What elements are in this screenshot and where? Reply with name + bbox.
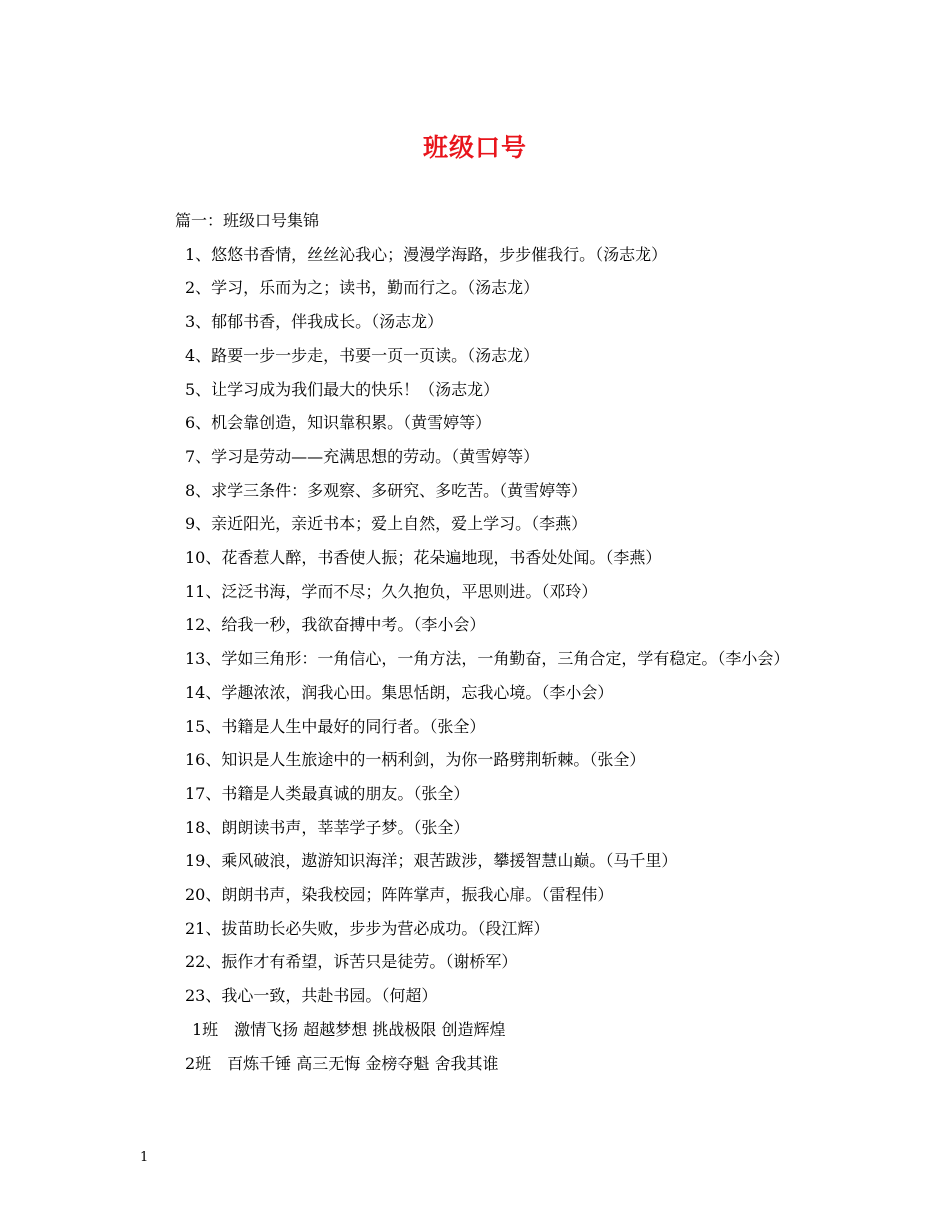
- slogan-item: 2、学习，乐而为之；读书，勤而行之。（汤志龙）: [185, 278, 540, 298]
- slogan-item: 15、书籍是人生中最好的同行者。（张全）: [185, 716, 486, 736]
- slogan-item: 20、朗朗书声，染我校园；阵阵掌声，振我心扉。（雷程伟）: [185, 885, 614, 905]
- slogan-item: 9、亲近阳光，亲近书本；爱上自然，爱上学习。（李燕）: [185, 514, 588, 534]
- slogan-item: 4、路要一步一步走，书要一页一页读。（汤志龙）: [185, 345, 540, 365]
- slogan-item: 14、学趣浓浓，润我心田。集思恬朗，忘我心境。（李小会）: [185, 682, 614, 702]
- slogan-item: 22、振作才有希望，诉苦只是徒劳。（谢桥军）: [185, 952, 518, 972]
- slogan-item: 18、朗朗读书声，莘莘学子梦。（张全）: [185, 817, 470, 837]
- class-slogan-2: 2班 百炼千锤 高三无悔 金榜夺魁 舍我其谁: [185, 1053, 499, 1073]
- slogan-item-wrapped: 13、学如三角形：一角信心，一角方法，一角勤奋，三角合定，学有稳定。（李小会）: [185, 649, 790, 669]
- document-body: [140, 204, 820, 1080]
- slogan-item: 12、给我一秒，我欲奋搏中考。（李小会）: [185, 615, 486, 635]
- slogan-item: 6、机会靠创造，知识靠积累。（黄雪婷等）: [185, 413, 492, 433]
- slogan-item: 10、花香惹人醉，书香使人振；花朵遍地现，书香处处闻。（李燕）: [185, 548, 662, 568]
- document-title: 班级口号: [422, 133, 527, 162]
- slogan-item: 1、悠悠书香情，丝丝沁我心；漫漫学海路，步步催我行。（汤志龙）: [185, 244, 668, 264]
- slogan-item: 8、求学三条件：多观察、多研究、多吃苦。（黄雪婷等）: [185, 480, 588, 500]
- slogan-item: 5、让学习成为我们最大的快乐！（汤志龙）: [185, 379, 500, 399]
- slogan-item: 7、学习是劳动——充满思想的劳动。（黄雪婷等）: [185, 446, 540, 466]
- slogan-item: 21、拔苗助长必失败，步步为营必成功。（段江辉）: [185, 918, 550, 938]
- slogan-item: 17、书籍是人类最真诚的朋友。（张全）: [185, 783, 470, 803]
- page-number: 1: [140, 1150, 149, 1165]
- class-slogan-1: 1班 激情飞扬 超越梦想 挑战极限 创造辉煌: [192, 1019, 506, 1039]
- slogan-item: 16、知识是人生旅途中的一柄利剑，为你一路劈荆斩棘。（张全）: [185, 750, 646, 770]
- section-heading: 篇一：班级口号集锦: [175, 211, 320, 230]
- slogan-item: 11、泛泛书海，学而不尽；久久抱负，平思则进。（邓玲）: [185, 581, 598, 601]
- slogan-item: 23、我心一致，共赴书园。（何超）: [185, 986, 438, 1006]
- slogan-item: 19、乘风破浪，遨游知识海洋；艰苦跋涉，攀援智慧山巅。（马千里）: [185, 851, 678, 871]
- slogan-item: 3、郁郁书香，伴我成长。（汤志龙）: [185, 312, 444, 332]
